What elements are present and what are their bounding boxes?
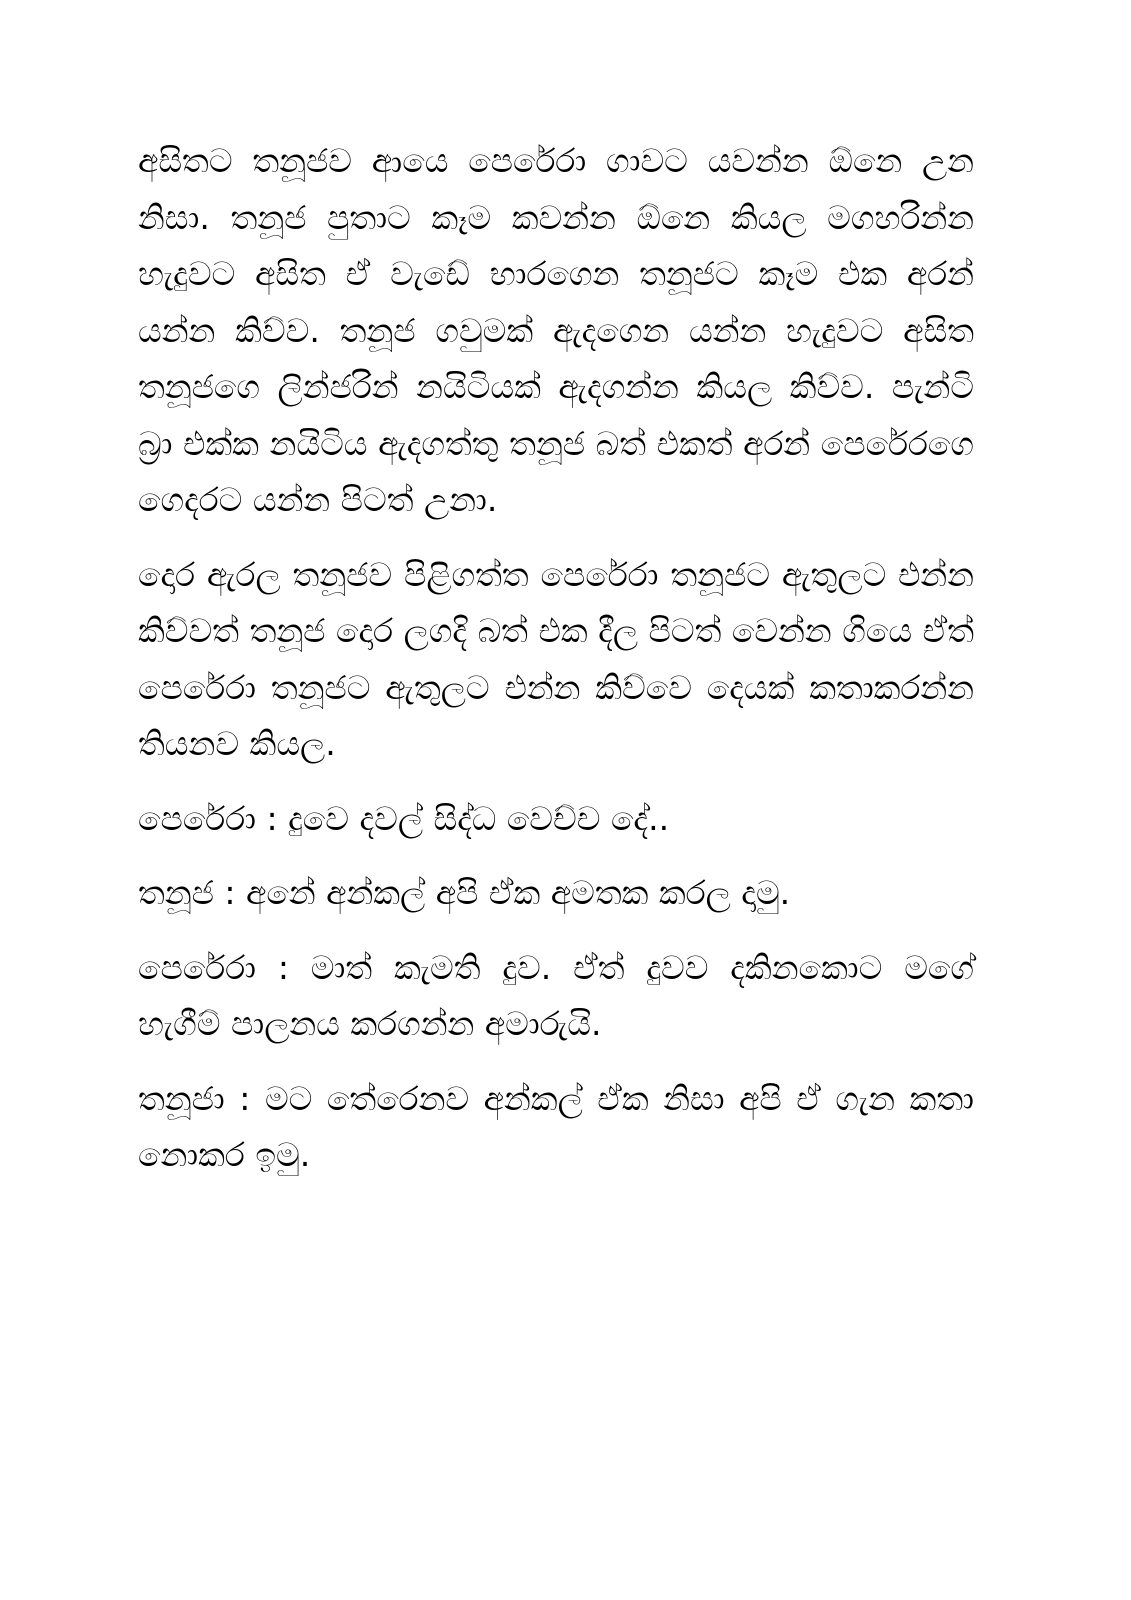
dialogue-thanuja-1: තනූජ : අනේ අන්කල් අපි ඒක අමතක කරල දාමු.	[138, 873, 791, 912]
paragraph-1: අසිතට තනූජව ආයෙ පෙරේරා ගාවට යවන්න ඕනෙ උන නිසා. තනූජ පුතාට කෑම කවන්න ඕනෙ කියල මගහරින්න හැදුවට අසිත ඒ වැඩේ භාරගෙන තනූජට කෑම එක අරන් යන්න කිව්ව. තනූජ ගවුමක් ඇදගෙන යන්න හැදුවට අසිත තනූජගෙ ලින්ජරින් නයිටියක් ඇදගන්න කියල කිව්ව. පැන්ටි බ්‍රා එක්ක නයිටිය ඇදගත්තු තනූජ බත් එකත් අරන් පෙරේරගෙ ගෙදරට යන්න පිටත් උනා.	[138, 141, 974, 519]
dialogue-perera-1: පෙරේරා : දුවෙ දවල් සිද්ධ වෙච්ච දේ..	[138, 798, 670, 838]
story-text	[138, 133, 974, 1184]
dialogue-perera-2: පෙරේරා : මාත් කැමති දුව. ඒත් දුවව දකිනකොට මගේ හැගීම් පාලනය කරගන්න අමාරුයි.	[138, 947, 974, 1043]
dialogue-thanuja-2: තනූජා : මට තේරෙනව අන්කල් ඒක නිසා අපි ඒ ගැන කතා නොකර ඉමු.	[138, 1078, 974, 1174]
paragraph-2: දොර ඇරල තනූජව පිළිගත්ත පෙරේරා තනූජට ඇතුලට එන්න කිව්වත් තනූජ දොර ලගදි බත් එක දීල පිටත් වෙන්න ගියෙ ඒත් පෙරේරා තනූජට ඇතුලට එන්න කිව්වෙ දෙයක් කතාකරන්න තියනව කියල.	[138, 554, 974, 763]
